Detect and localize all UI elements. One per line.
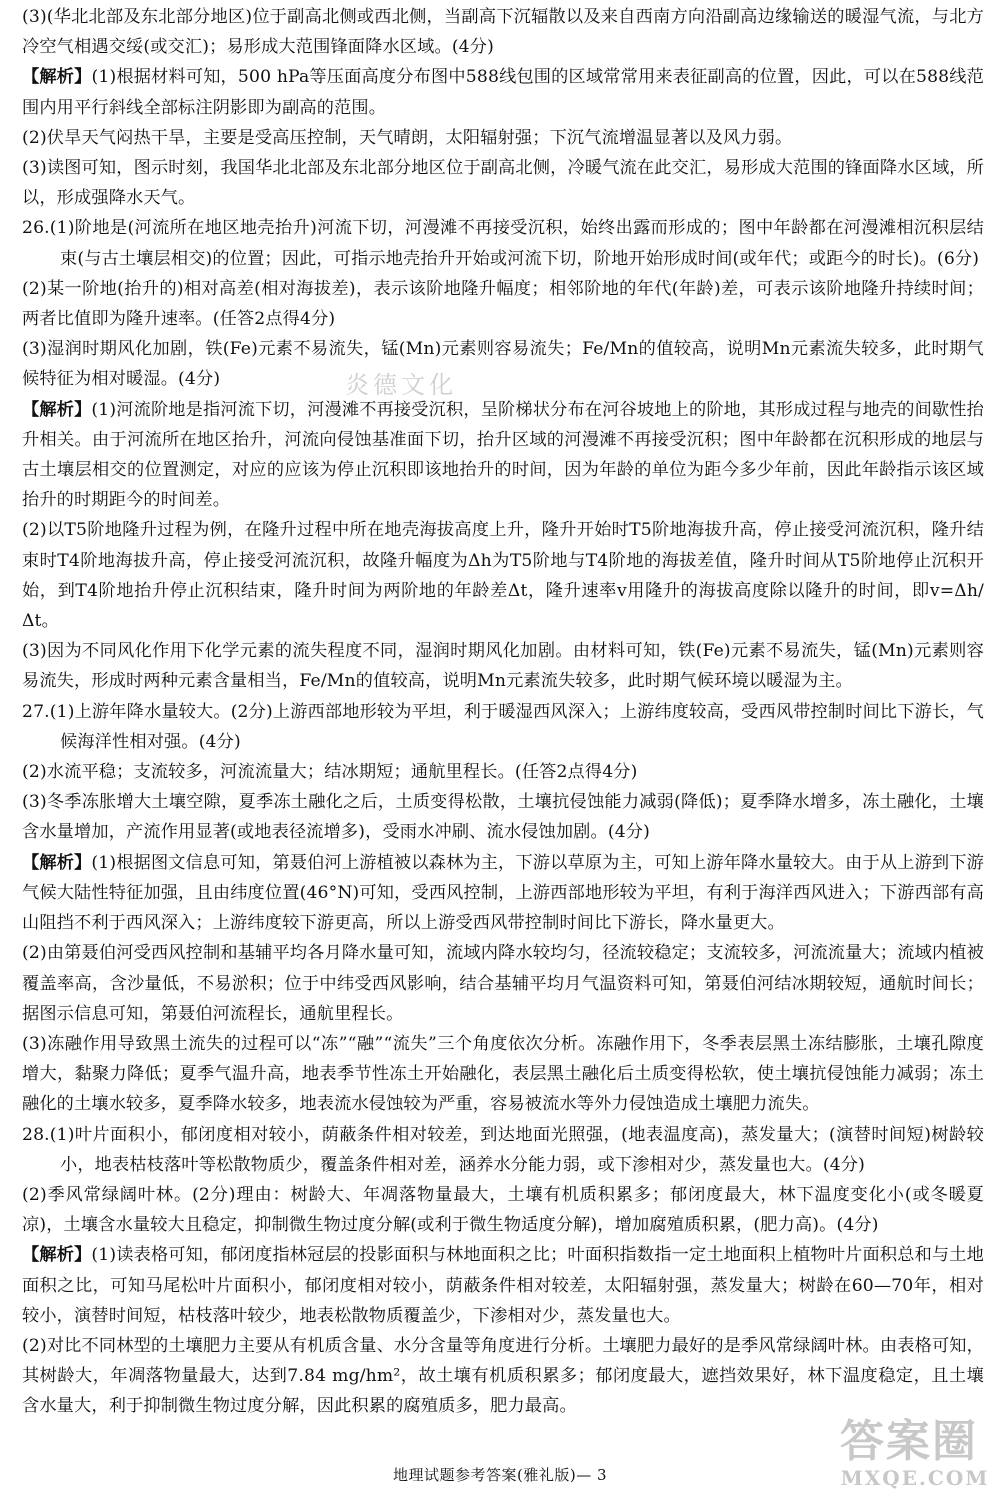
analysis-paragraph: 【解析】(1)根据图文信息可知，第聂伯河上游植被以森林为主，下游以草原为主，可知上游年降水量较大。由于从上游到下游气候大陆性特征加强，且由纬度位置(46°N)可知，受西风控制，上游西部地形较为平坦，有利于海洋西风进入；下游西部有高山阻挡不利于西风深入；上游纬度较下游更高，所以上游受西风带控制时间比下游长，降水量更大。 (22, 852, 984, 934)
analysis-paragraph: (2)以T5阶地隆升过程为例，在隆升过程中所在地壳海拔高度上升，隆升开始时T5阶地海拔升高，停止接受河流沉积，隆升结束时T4阶地海拔升高，停止接受河流沉积，故隆升幅度为Δh为T5阶地与T4阶地的海拔差值，隆升时间从T5阶地停止沉积开始，到T4阶地抬升停止沉积结束，隆升时间为两阶地的年龄差Δt，隆升速率v用隆升的海拔高度除以隆升的时间，即v=Δh/Δt。 (22, 520, 984, 632)
analysis-paragraph: (2)对比不同林型的土壤肥力主要从有机质含量、水分含量等角度进行分析。土壤肥力最好的是季风常绿阔叶林。由表格可知，其树龄大，年凋落物量最大，达到7.84 mg/hm²，故土壤有机质积累多；郁闭度最大，遮挡效果好，林下温度稳定，且土壤含水量大，利于抑制微生物过度分解，因此积累的腐殖质多，肥力最高。 (22, 1335, 984, 1417)
answer-paragraph: (3)(华北北部及东北部分地区)位于副高北侧或西北侧，当副高下沉辐散以及来自西南方向沿副高边缘输送的暖湿气流，与北方冷空气相遇交绥(或交汇)；易形成大范围锋面降水区域。(4分) (22, 7, 984, 58)
question-28-answer: 28.(1)叶片面积小，郁闭度相对较小，荫蔽条件相对较差，到达地面光照强，(地表温度高)，蒸发量大；(演替时间短)树龄较小，地表枯枝落叶等松散物质少，覆盖条件相对差，涵养水分能力弱，或下渗相对少，蒸发量也大。(4分) (22, 1124, 984, 1175)
answer-paragraph: (2)季风常绿阔叶林。(2分)理由：树龄大、年凋落物量最大，土壤有机质积累多；郁闭度最大，林下温度变化小(或冬暖夏凉)，土壤含水量较大且稳定，抑制微生物过度分解(或利于微生物适度分解)，增加腐殖质积累，(肥力高)。(4分) (22, 1184, 984, 1236)
analysis-paragraph: 【解析】(1)根据材料可知，500 hPa等压面高度分布图中588线包围的区域常常用来表征副高的位置，因此，可以在588线范围内用平行斜线全部标注阴影即为副高的范围。 (22, 67, 984, 118)
answer-paragraph: (3)湿润时期风化加剧，铁(Fe)元素不易流失，锰(Mn)元素则容易流失；Fe/Mn的值较高，说明Mn元素流失较多，此时期气候特征为相对暖湿。(4分) (22, 339, 984, 390)
question-26-answer: 26.(1)阶地是(河流所在地区地壳抬升)河流下切，河漫滩不再接受沉积，始终出露而形成的；图中年龄都在河漫滩相沉积层结束(与古土壤层相交)的位置；因此，可指示地壳抬升开始或河流下切，阶地开始形成时间(或年代；或距今的时长)。(6分) (22, 218, 984, 269)
answer-paragraph: (2)某一阶地(抬升的)相对高差(相对海拔差)，表示该阶地隆升幅度；相邻阶地的年代(年龄)差，可表示该阶地隆升持续时间；两者比值即为隆升速率。(任答2点得4分) (22, 278, 984, 330)
watermark-logo-title: 答案圈 (840, 1416, 978, 1467)
analysis-paragraph: 【解析】(1)读表格可知，郁闭度指林冠层的投影面积与林地面积之比；叶面积指数指一定土地面积上植物叶片面积总和与土地面积之比，可知马尾松叶片面积小，郁闭度相对较小，荫蔽条件相对较差，太阳辐射强，蒸发量大；树龄在60—70年，相对较小，演替时间短，枯枝落叶较少，地表松散物质覆盖少，下渗相对少，蒸发量也大。 (22, 1245, 984, 1326)
question-27-answer: 27.(1)上游年降水量较大。(2分)上游西部地形较为平坦，利于暖湿西风深入；上游纬度较高，受西风带控制时间比下游长，气候海洋性相对强。(4分) (22, 701, 984, 752)
analysis-paragraph: (3)读图可知，图示时刻，我国华北北部及东北部分地区位于副高北侧，冷暖气流在此交汇，易形成大范围的锋面降水区域，所以，形成强降水天气。 (22, 158, 984, 209)
answer-paragraph: (2)水流平稳；支流较多，河流流量大；结冰期短；通航里程长。(任答2点得4分) (22, 762, 638, 783)
analysis-paragraph: (2)伏旱天气闷热干旱，主要是受高压控制，天气晴朗，太阳辐射强；下沉气流增温显著以及风力弱。 (22, 127, 793, 148)
answer-paragraph: (3)冬季冻胀增大土壤空隙，夏季冻土融化之后，土质变得松散，土壤抗侵蚀能力减弱(降低)；夏季降水增多，冻土融化，土壤含水量增加，产流作用显著(或地表径流增多)，受雨水冲刷、流水侵蚀加剧。(4分) (22, 792, 984, 843)
watermark-logo (840, 1418, 990, 1504)
watermark-logo-url: MXQE.COM (840, 1466, 990, 1490)
analysis-paragraph: (2)由第聂伯河受西风控制和基辅平均各月降水量可知，流域内降水较均匀，径流较稳定；支流较多，河流流量大；流域内植被覆盖率高，含沙量低，不易淤积；位于中纬受西风影响，结合基辅平均月气温资料可知，第聂伯河结冰期较短，通航时间长；据图示信息可知，第聂伯河流程长，通航里程长。 (22, 943, 984, 1024)
answer-content (22, 2, 984, 1422)
watermark-text: 炎德文化 (345, 371, 457, 399)
page-footer: 地理试题参考答案(雅礼版)— 3 (392, 1466, 608, 1484)
analysis-paragraph: (3)因为不同风化作用下化学元素的流失程度不同，湿润时期风化加剧。由材料可知，铁(Fe)元素不易流失，锰(Mn)元素则容易流失，形成时两种元素含量相当，Fe/Mn的值较高，说明Mn元素流失较多，此时期气候环境以暖湿为主。 (22, 641, 984, 692)
analysis-paragraph: 【解析】(1)河流阶地是指河流下切，河漫滩不再接受沉积，呈阶梯状分布在河谷坡地上的阶地，其形成过程与地壳的间歇性抬升相关。由于河流所在地区抬升，河流向侵蚀基准面下切，抬升区域的河漫滩不再接受沉积；图中年龄都在沉积形成的地层与古土壤层相交的位置测定，对应的应该为停止沉积即该地抬升的时间，因为年龄的单位为距今多少年前，因此年龄指示该区域抬升的时期距今的时间差。 (22, 399, 984, 511)
analysis-paragraph: (3)冻融作用导致黑土流失的过程可以“冻”“融”“流失”三个角度依次分析。冻融作用下，冬季表层黑土冻结膨胀，土壤孔隙度增大，黏聚力降低；夏季气温升高，地表季节性冻土开始融化，表层黑土融化后土质变得松软，使土壤抗侵蚀能力减弱；冻土融化的土壤水较多，夏季降水较多，地表流水侵蚀较为严重，容易被流水等外力侵蚀造成土壤肥力流失。 (22, 1033, 984, 1115)
